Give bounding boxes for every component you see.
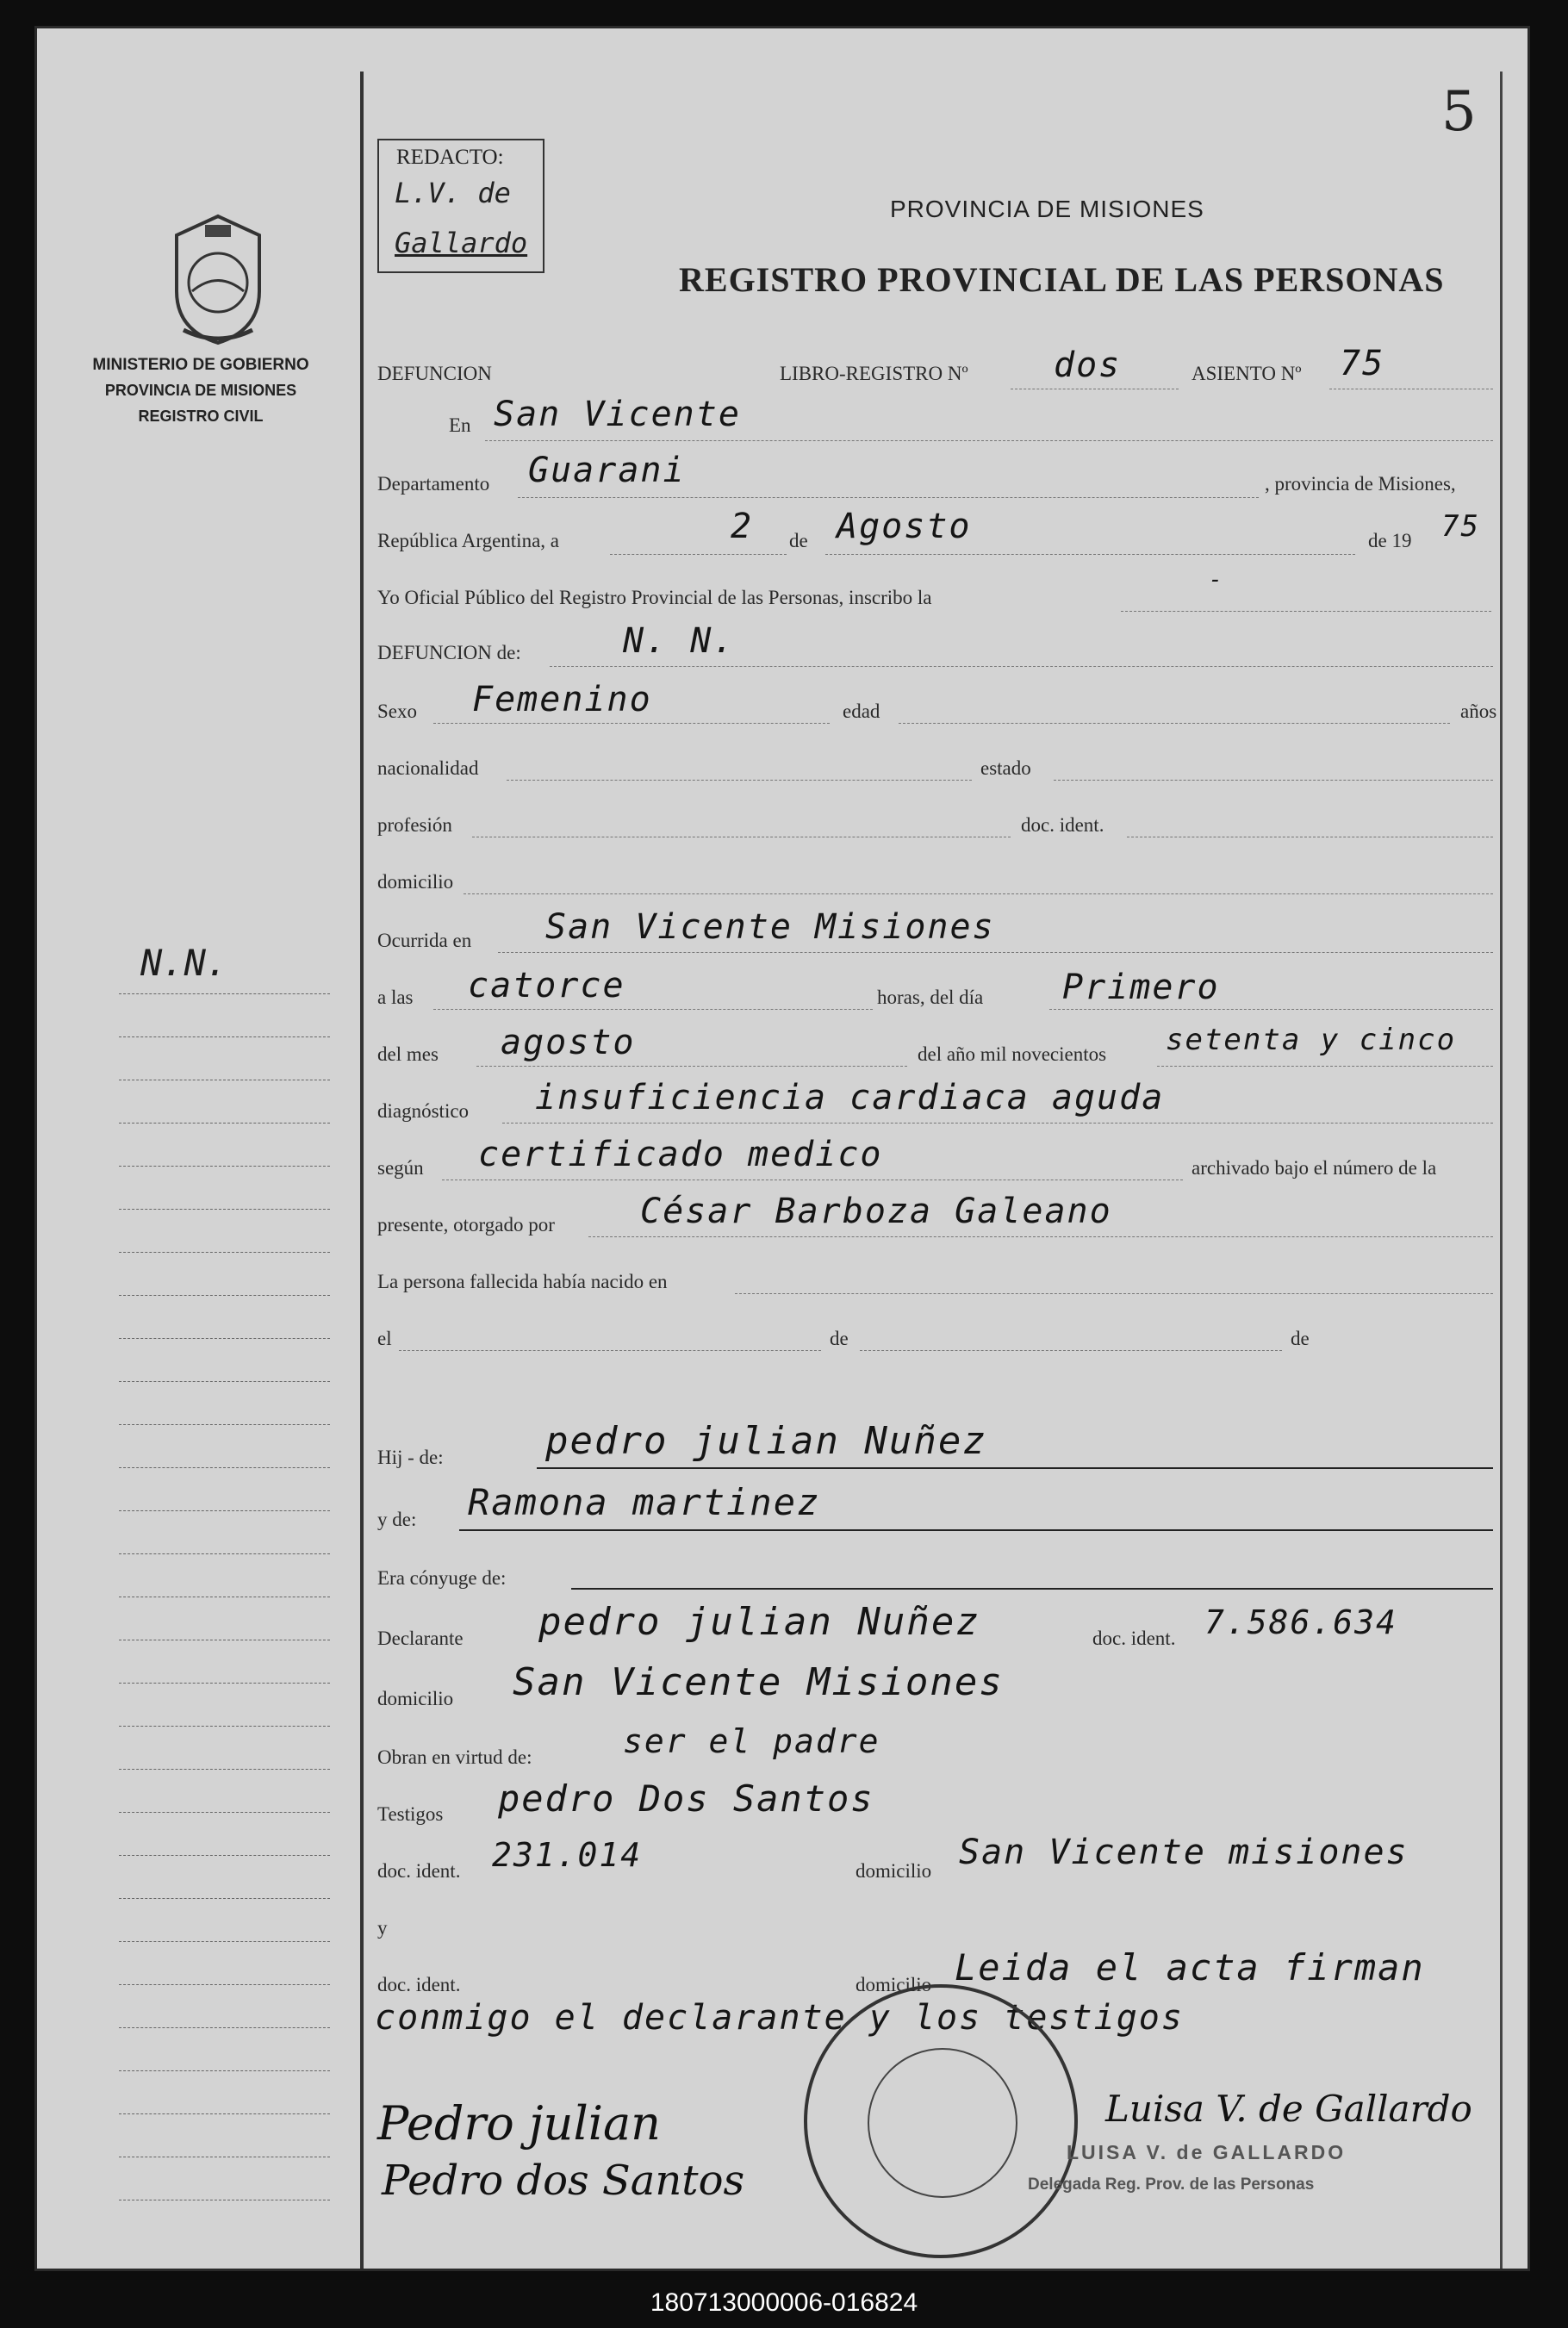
coat-of-arms-emblem: [158, 209, 278, 347]
testigo-dom-value: San Vicente misiones: [959, 1833, 1409, 1872]
anos-label: años: [1460, 700, 1497, 722]
oficial-line: [1121, 611, 1491, 612]
margin-line: [119, 1166, 330, 1167]
doc-ident-label: doc. ident.: [1021, 814, 1104, 836]
hij-value: pedro julian Nuñez: [545, 1419, 987, 1463]
margin-line: [119, 1295, 330, 1296]
margin-name: N.N.: [140, 942, 228, 984]
margin-line: [119, 993, 330, 994]
nacido-label: La persona fallecida había nacido en: [377, 1271, 668, 1292]
register-page: [34, 26, 1530, 2271]
domicilio-label: domicilio: [377, 871, 454, 893]
margin-line: [119, 2113, 330, 2114]
domicilio-line: [464, 893, 1493, 894]
obran-value: ser el padre: [623, 1722, 880, 1760]
delmes-label: del mes: [377, 1043, 439, 1065]
diagnostico-value: insuficiencia cardiaca aguda: [535, 1078, 1165, 1117]
margin-line: [119, 2027, 330, 2028]
en-line: [485, 440, 1493, 441]
day-line: [610, 554, 787, 555]
en-value: San Vicente: [494, 395, 741, 434]
ocurrida-label: Ocurrida en: [377, 930, 472, 951]
redacto-label: REDACTO:: [396, 146, 504, 169]
el-label: el: [377, 1328, 392, 1349]
ocurrida-value: San Vicente Misiones: [545, 907, 995, 947]
margin-line: [119, 1553, 330, 1554]
day-value: 2: [731, 507, 754, 546]
margin-line: [119, 1855, 330, 1856]
sexo-line: [433, 723, 830, 724]
horas-label: horas, del día: [877, 987, 984, 1008]
alas-label: a las: [377, 987, 414, 1008]
el-line: [399, 1350, 821, 1351]
profesion-label: profesión: [377, 814, 452, 836]
sexo-label: Sexo: [377, 700, 417, 722]
declarante-dom-label: domicilio: [377, 1688, 454, 1709]
header-title: REGISTRO PROVINCIAL DE LAS PERSONAS: [679, 260, 1445, 299]
declarante-doc-value: 7.586.634: [1204, 1603, 1397, 1641]
margin-line: [119, 1769, 330, 1770]
margin-line: [119, 1898, 330, 1899]
departamento-label: Departamento: [377, 473, 490, 495]
estado-line: [1054, 780, 1493, 781]
testigo-dom-label: domicilio: [856, 1860, 932, 1882]
dia-value: Primero: [1062, 968, 1220, 1007]
yde-label: y de:: [377, 1509, 417, 1530]
official-seal: [804, 1984, 1078, 2258]
y-label: y: [377, 1917, 388, 1939]
edad-label: edad: [843, 700, 880, 722]
redacto-initials: L.V. de: [395, 177, 511, 209]
doc2-label: doc. ident.: [377, 1974, 461, 1995]
nacionalidad-line: [507, 780, 972, 781]
declarante-label: Declarante: [377, 1628, 464, 1649]
margin-line: [119, 1467, 330, 1468]
stamp-role: Delegada Reg. Prov. de las Personas: [1028, 2175, 1315, 2194]
oficial-text: Yo Oficial Público del Registro Provincial de las Personas, inscribo la: [377, 587, 932, 608]
nacionalidad-label: nacionalidad: [377, 757, 479, 779]
nacido-line: [735, 1293, 1493, 1294]
margin-line: [119, 1338, 330, 1339]
margin-line: [119, 1510, 330, 1511]
testigo-doc-label: doc. ident.: [377, 1860, 461, 1882]
document-id: 180713000006-016824: [650, 2288, 918, 2317]
dia-line: [1049, 1009, 1493, 1010]
presente-label: presente, otorgado por: [377, 1214, 555, 1236]
edad-line: [899, 723, 1450, 724]
de-line-2: [860, 1350, 1282, 1351]
libro-label: LIBRO-REGISTRO Nº: [780, 363, 968, 384]
de-label-2: de: [830, 1328, 849, 1349]
anio-line: [1157, 1066, 1493, 1067]
margin-line: [119, 1683, 330, 1684]
asiento-label: ASIENTO Nº: [1192, 363, 1302, 384]
testigo-doc-value: 231.014: [492, 1836, 643, 1874]
diagnostico-line: [502, 1123, 1493, 1124]
de-label: de: [789, 530, 808, 551]
defuncion-de-value: N. N.: [623, 621, 736, 661]
republica-label: República Argentina, a: [377, 530, 559, 551]
year-value: 75: [1441, 509, 1480, 544]
oficial-dash: -: [1209, 567, 1224, 593]
province-label: PROVINCIA DE MISIONES: [104, 382, 297, 399]
registry-label: REGISTRO CIVIL: [138, 408, 264, 425]
year-label: de 19: [1368, 530, 1412, 551]
margin-line: [119, 1984, 330, 1985]
presente-line: [588, 1236, 1493, 1237]
segun-label: según: [377, 1157, 424, 1179]
signature-testigo: Pedro dos Santos: [382, 2157, 745, 2205]
header-province: PROVINCIA DE MISIONES: [890, 196, 1204, 222]
hij-label: Hij - de:: [377, 1447, 444, 1468]
sexo-value: Femenino: [472, 680, 652, 719]
dom2-label: domicilio: [856, 1974, 932, 1995]
testigos-label: Testigos: [377, 1803, 444, 1825]
defuncion-label: DEFUNCION: [377, 363, 492, 384]
yde-line: [459, 1529, 1493, 1531]
en-label: En: [449, 414, 471, 436]
declarante-value: pedro julian Nuñez: [538, 1600, 980, 1644]
signature-oficial: Luisa V. de Gallardo: [1105, 2088, 1472, 2130]
ocurrida-line: [498, 952, 1493, 953]
margin-line: [119, 1381, 330, 1382]
margin-line: [119, 1812, 330, 1813]
column-divider: [360, 72, 364, 2271]
yde-value: Ramona martinez: [468, 1481, 821, 1523]
conyuge-line: [571, 1588, 1493, 1590]
margin-line: [119, 1941, 330, 1942]
ministry-label: MINISTERIO DE GOBIERNO: [92, 356, 309, 374]
alas-line: [433, 1009, 873, 1010]
testigos-value: pedro Dos Santos: [498, 1777, 874, 1820]
anio-label: del año mil novecientos: [918, 1043, 1107, 1065]
mes-line: [476, 1066, 907, 1067]
margin-line: [119, 1252, 330, 1253]
libro-value: dos: [1054, 345, 1122, 385]
stamp-name: LUISA V. de GALLARDO: [1067, 2141, 1347, 2163]
segun-value: certificado medico: [478, 1135, 883, 1174]
presente-value: César Barboza Galeano: [640, 1192, 1112, 1231]
de-label-3: de: [1291, 1328, 1310, 1349]
defuncion-de-label: DEFUNCION de:: [377, 642, 521, 663]
diagnostico-label: diagnóstico: [377, 1100, 470, 1122]
archivado-label: archivado bajo el número de la: [1192, 1157, 1437, 1179]
estado-label: estado: [980, 757, 1031, 779]
seal-center: [868, 2048, 1017, 2198]
asiento-value: 75: [1340, 344, 1385, 383]
margin-line: [119, 1209, 330, 1210]
conyuge-label: Era cónyuge de:: [377, 1567, 507, 1589]
month-value: Agosto: [837, 507, 972, 546]
margin-line: [119, 1036, 330, 1037]
mes-value: agosto: [501, 1023, 636, 1062]
redacto-name: Gallardo: [395, 227, 528, 259]
anio-value: setenta y cinco: [1166, 1023, 1457, 1057]
margin-line: [119, 1123, 330, 1124]
margin-line: [119, 1726, 330, 1727]
right-border: [1500, 72, 1503, 2271]
defuncion-de-line: [550, 666, 1493, 667]
declarante-dom-value: San Vicente Misiones: [513, 1660, 1004, 1704]
margin-line: [119, 1424, 330, 1425]
page-number: 5: [1441, 80, 1477, 144]
margin-line: [119, 2070, 330, 2071]
month-line: [825, 554, 1355, 555]
declarante-doc-label: doc. ident.: [1092, 1628, 1176, 1649]
hij-line: [537, 1467, 1493, 1469]
provincia-text: , provincia de Misiones,: [1265, 473, 1456, 495]
redacto-box: [377, 139, 544, 273]
signature-declarante: Pedro julian: [377, 2096, 661, 2151]
alas-value: catorce: [468, 966, 625, 1005]
obran-label: Obran en virtud de:: [377, 1746, 532, 1768]
departamento-value: Guarani: [528, 451, 686, 490]
leida-value: Leida el acta firman: [955, 1946, 1425, 1989]
departamento-line: [518, 497, 1259, 498]
conmigo-value: conmigo el declarante y los testigos: [375, 1998, 1184, 2038]
